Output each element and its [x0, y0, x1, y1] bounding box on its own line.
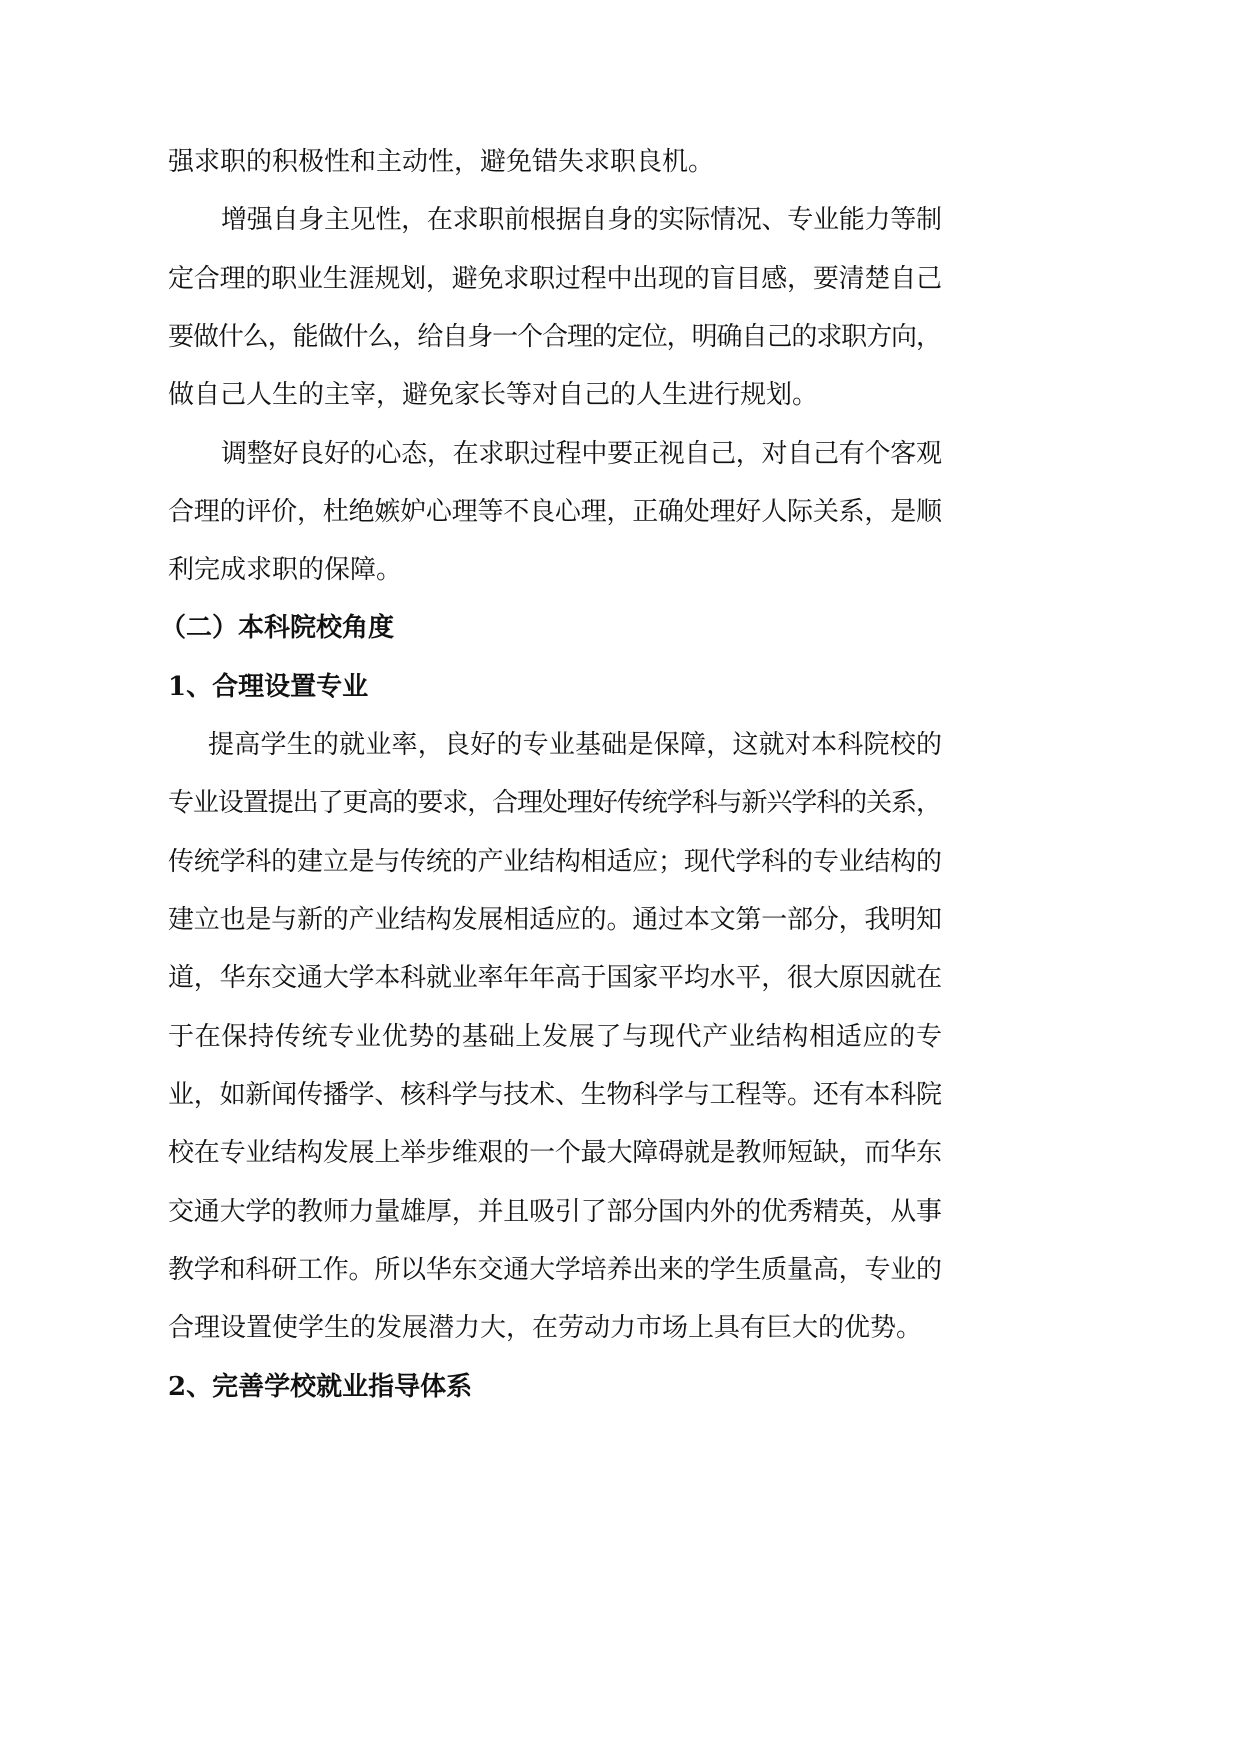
body-text-line: 教学和科研工作。所以华东交通大学培养出来的学生质量高，专业的 — [168, 1255, 942, 1285]
subsection-heading: 1、合理设置专业 — [168, 672, 369, 702]
body-text-line: 增强自身主见性，在求职前根据自身的实际情况、专业能力等制 — [221, 205, 942, 235]
body-text-line: 建立也是与新的产业结构发展相适应的。通过本文第一部分，我明知 — [168, 905, 942, 935]
body-text-line: 要做什么，能做什么，给自身一个合理的定位，明确自己的求职方向， — [168, 322, 941, 352]
body-text-line: 校在专业结构发展上举步维艰的一个最大障碍就是教师短缺，而华东 — [168, 1138, 942, 1168]
body-text-line: 专业设置提出了更高的要求，合理处理好传统学科与新兴学科的关系， — [168, 788, 941, 818]
body-text-line: 合理设置使学生的发展潜力大，在劳动力市场上具有巨大的优势。 — [168, 1313, 923, 1343]
body-text-line: 提高学生的就业率，良好的专业基础是保障，这就对本科院校的 — [208, 730, 943, 760]
body-text-line: 调整好良好的心态，在求职过程中要正视自己，对自己有个客观 — [221, 439, 942, 469]
body-text-line: 做自己人生的主宰，避免家长等对自己的人生进行规划。 — [168, 380, 819, 410]
body-text-line: 业，如新闻传播学、核科学与技术、生物科学与工程等。还有本科院 — [168, 1080, 942, 1110]
body-text-line: 传统学科的建立是与传统的产业结构相适应；现代学科的专业结构的 — [168, 847, 942, 877]
body-text-line: 定合理的职业生涯规划，避免求职过程中出现的盲目感，要清楚自己 — [168, 264, 942, 294]
body-text-line: 于在保持传统专业优势的基础上发展了与现代产业结构相适应的专 — [168, 1022, 943, 1052]
body-text-line: 道，华东交通大学本科就业率年年高于国家平均水平，很大原因就在 — [168, 963, 942, 993]
body-text-line: 强求职的积极性和主动性，避免错失求职良机。 — [168, 147, 715, 177]
section-heading: （二）本科院校角度 — [160, 613, 395, 643]
body-text-line: 利完成求职的保障。 — [168, 555, 403, 585]
body-text-line: 合理的评价，杜绝嫉妒心理等不良心理，正确处理好人际关系，是顺 — [168, 497, 942, 527]
body-text-line: 交通大学的教师力量雄厚，并且吸引了部分国内外的优秀精英，从事 — [168, 1197, 942, 1227]
subsection-heading: 2、完善学校就业指导体系 — [168, 1372, 473, 1402]
